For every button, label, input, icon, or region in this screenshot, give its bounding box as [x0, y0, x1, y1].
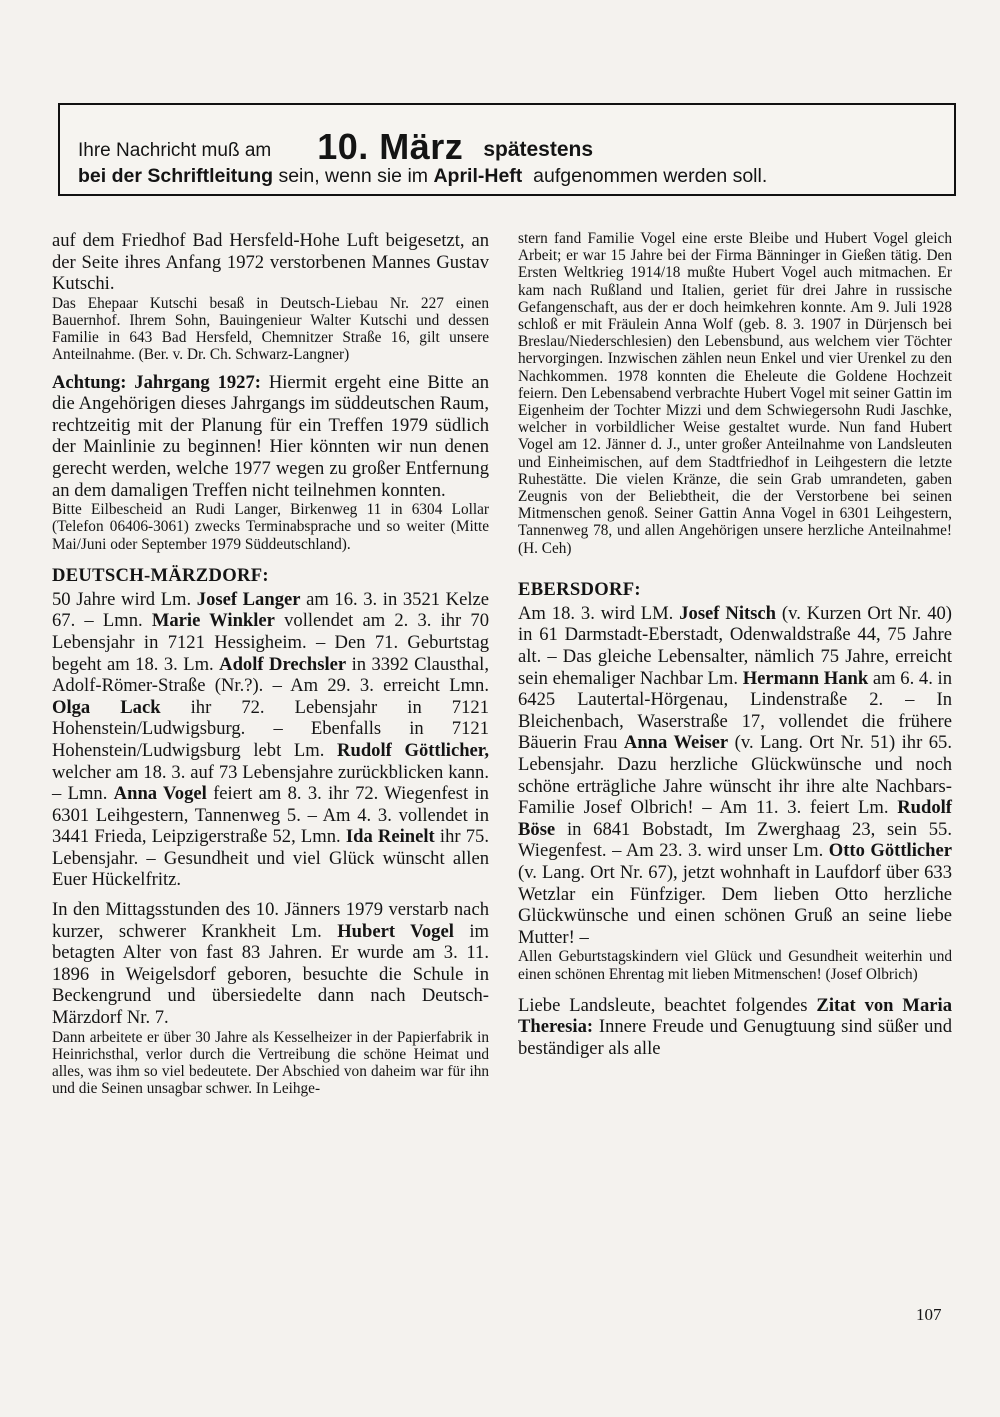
text-run: Am 18. 3. wird LM.	[518, 602, 680, 624]
right-column	[518, 230, 952, 1060]
left-para-3	[52, 372, 489, 502]
page-number: 107	[916, 1305, 942, 1324]
name-bold: Adolf Drechsler	[219, 653, 347, 675]
notice-text-a: Ihre Nachricht muß am	[78, 140, 272, 161]
left-para-5	[52, 589, 489, 891]
text-run: (v. Kurzen Ort Nr. 40) in 61 Darmstadt-Eberstadt, Odenwaldstraße 44, 75 Jahre alt. – Das gleiche Lebensalter, nämlich 75 Jahre, erreicht sein ehemaliger Nachbar Lm.	[518, 602, 952, 689]
notice-text-c: bei der Schriftleitung	[78, 165, 274, 187]
left-para-7: Dann arbeitete er über 30 Jahre als Kesselheizer in der Papierfabrik in Heinrichsthal, verlor durch die Vertreibung die schöne Heimat und alles, was ihm so viel bedeutete. Der Abschied von daheim war für ihn und die Seinen unsagbar schwer. In Leihge-	[52, 1028, 489, 1098]
text-run: in 6841 Bobstadt, Im Zwerghaag 23, sein 55. Wiegenfest. – Am 23. 3. wird unser Lm.	[518, 818, 952, 862]
text-run: Innere Freude und Genugtuung sind süßer und beständiger als alle	[518, 1016, 952, 1059]
text-run: Liebe Landsleute, beachtet folgendes	[518, 994, 817, 1016]
name-bold: Ida Reinelt	[345, 826, 435, 848]
text-run: (v. Lang. Ort Nr. 67), jetzt wohnhaft in Laufdorf über 633 Wetzlar ein Fünfziger. Dem lieben Otto herzliche Glückwünsche und einen schönen Gruß an seine liebe Mutter! –	[518, 861, 952, 948]
notice-date: 10. März	[317, 126, 464, 167]
name-bold: Anna Vogel	[113, 783, 207, 805]
text-run: (v. Lang. Ort Nr. 51) ihr 65. Lebensjahr. Dazu herzliche Glückwünsche und noch schöne erträgliche Jahre wünscht ihr ihre alte Nachbars-Familie Josef Olbrich! – Am 11. 3. feiert Lm.	[518, 732, 953, 819]
notice-text-e: April-Heft	[433, 165, 523, 187]
name-bold: Marie Winkler	[151, 610, 275, 632]
text-run: ihr 75. Lebensjahr. – Gesundheit und viel Glück wünscht allen Euer Hückelfritz.	[52, 826, 489, 891]
text-run: vollendet am 2. 3. ihr 70 Lebensjahr in 7121 Hessigheim. – Den 71. Geburtstag begeht am 18. 3. Lm.	[52, 610, 490, 675]
name-bold: Hubert Vogel	[337, 920, 454, 942]
left-para-3-text: Hiermit ergeht eine Bitte an die Angehörigen dieses Jahrgangs im süddeutschen Raum, rechtzeitig mit der Planung für ein Treffen 1979 südlich der Mainlinie zu beginnen! Hier könnten wir nun denen gerecht werden, welche 1977 wegen zu großer Entfernung an dem damaligen Treffen nicht teilnehmen konnten.	[52, 371, 489, 501]
left-para-1: auf dem Friedhof Bad Hersfeld-Hohe Luft beigesetzt, an der Seite ihres Anfang 1972 verstorbenen Mannes Gustav Kutschi.	[52, 230, 489, 295]
notice-line-2	[78, 165, 767, 188]
left-para-4: Bitte Eilbescheid an Rudi Langer, Birkenweg 11 in 6304 Lollar (Telefon 06406-3061) zwecks Terminabsprache und so weiter (Mitte Mai/Juni oder September 1979 Süddeutschland).	[52, 501, 489, 553]
right-para-4	[518, 995, 952, 1060]
right-para-2	[518, 603, 952, 949]
name-bold: Anna Weiser	[623, 732, 729, 754]
left-para-6	[52, 899, 489, 1029]
notice-text-b: spätestens	[483, 138, 594, 161]
right-para-3: Allen Geburtstagskindern viel Glück und Gesundheit weiterhin und einen schönen Ehrentag mit lieben Mitmenschen! (Josef Olbrich)	[518, 948, 952, 983]
text-run: feiert am 8. 3. ihr 72. Wiegenfest in 6301 Leihgestern, Tannenweg 5. – Am 4. 3. vollendet in 3441 Frieda, Leipzigerstraße 52, Lmn.	[52, 783, 489, 848]
text-run: welcher am 18. 3. auf 73 Lebensjahre zurückblicken kann. – Lmn.	[52, 761, 489, 805]
right-para-1: stern fand Familie Vogel eine erste Bleibe und Hubert Vogel gleich Arbeit; er war 15 Jahre bei der Firma Bänninger in Gießen tätig. Den Ersten Weltkrieg 1914/18 mußte Hubert Vogel auch mitmachen. Er kam nach Rußland und Italien, geriet für drei Jahre in russische Gefangenschaft, aus der er doch heimkehren konnte. Am 9. Juli 1928 schloß er mit Fräulein Anna Wolf (geb. 8. 3. 1907 in Dürjensch bei Breslau/Niederschlesien) den Lebensbund, aus welchem vier Töchter hervorgingen. Inzwischen zählen neun Enkel und vier Urenkel zu den Nachkommen. 1978 konnten die Eheleute die Goldene Hochzeit feiern. Den Lebensabend verbrachte Hubert Vogel mit seiner Gattin im Eigenheim der Tochter Mizzi und dem Schwiegersohn Rudi Jaschke, welcher in vorbildlicher Weise gestaltet wurde. Nun fand Hubert Vogel am 12. Jänner d. J., unter großer Anteilnahme von Landsleuten und Einheimischen, auf dem Stadtfriedhof in Leihgestern die letzte Ruhestätte. Die vielen Kränze, die sein Grab umrandeten, gaben Zeugnis von der Beliebtheit, die der Verstorbene bei seinen Mitmenschen genoß. Seiner Gattin Anna Vogel in 6301 Leihgestern, Tannenweg 78, und allen Angehörigen unsere herzliche Anteilnahme! (H. Ceh)	[518, 230, 952, 557]
text-run: ihr 72. Lebensjahr in 7121 Hohenstein/Ludwigsburg. – Ebenfalls in 7121 Hohenstein/Ludwigsburg lebt Lm.	[52, 696, 489, 761]
text-run: In den Mittagsstunden des 10. Jänners 1979 verstarb nach kurzer, schwerer Krankheit Lm.	[52, 899, 489, 942]
name-bold: Otto Göttlicher	[828, 840, 952, 862]
left-para-3-bold: Achtung: Jahrgang 1927:	[52, 371, 261, 393]
name-bold: Zitat von Maria Theresia:	[518, 994, 952, 1038]
notice-text-f: aufgenommen werden soll.	[533, 165, 768, 187]
deadline-notice-box	[58, 103, 956, 196]
notice-text-d: sein, wenn sie im	[278, 165, 429, 187]
text-run: am 16. 3. in 3521 Kelze 67. – Lmn.	[52, 588, 489, 632]
text-run: am 6. 4. in 6425 Lautertal-Hörgenau, Lindenstraße 2. – In Bleichenbach, Waserstraße 17, vollendet die frühere Bäuerin Frau	[518, 667, 953, 754]
text-run: im betagten Alter von fast 83 Jahren. Er wurde am 3. 11. 1896 in Weigelsdorf geboren, besuchte die Schule in Beckengrund und übersiedelte dann nach Deutsch-Märzdorf Nr. 7.	[52, 920, 490, 1029]
name-bold: Rudolf Göttlicher,	[337, 739, 489, 761]
name-bold: Rudolf Böse	[518, 797, 952, 840]
name-bold: Josef Nitsch	[679, 602, 777, 624]
left-para-2: Das Ehepaar Kutschi besaß in Deutsch-Liebau Nr. 227 einen Bauernhof. Ihrem Sohn, Bauingenieur Walter Kutschi und dessen Familie in 643 Bad Hersfeld, Chemnitzer Straße 16, gilt unsere Anteilnahme. (Ber. v. Dr. Ch. Schwarz-Langner)	[52, 294, 489, 364]
heading-ebersdorf: EBERSDORF:	[518, 578, 641, 600]
notice-line-1	[78, 123, 593, 165]
name-bold: Hermann Hank	[742, 667, 869, 689]
text-run: 50 Jahre wird Lm.	[52, 588, 197, 610]
name-bold: Olga Lack	[52, 696, 161, 718]
left-column	[52, 230, 489, 1097]
text-run: in 3392 Clausthal, Adolf-Römer-Straße (Nr.?). – Am 29. 3. erreicht Lmn.	[52, 653, 489, 697]
name-bold: Josef Langer	[196, 588, 301, 610]
heading-deutsch-maerzdorf: DEUTSCH-MÄRZDORF:	[52, 564, 269, 586]
